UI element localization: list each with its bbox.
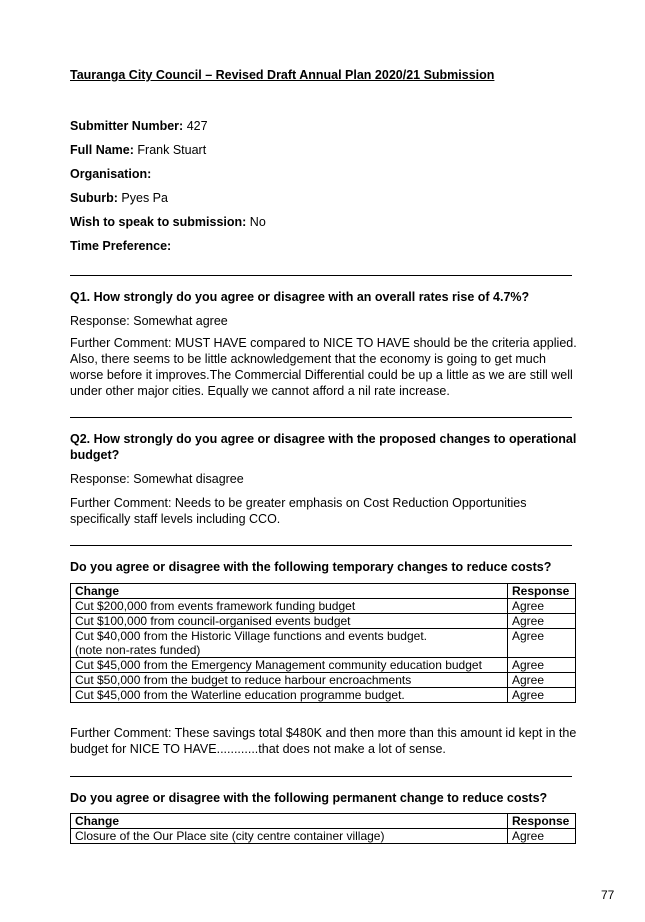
column-header-response: Response [508, 584, 576, 599]
full-name-field [70, 143, 206, 157]
column-header-change: Change [71, 814, 508, 829]
change-cell [71, 629, 508, 658]
speak-value: No [249, 215, 266, 229]
section-divider [70, 275, 572, 276]
q2-response: Response: Somewhat disagree [70, 472, 244, 486]
column-header-change: Change [71, 584, 508, 599]
temporary-changes-table [70, 583, 576, 703]
table-header-row [71, 814, 576, 829]
speak-label: Wish to speak to submission: [70, 215, 247, 229]
table-row [71, 658, 576, 673]
temporary-comment: Further Comment: These savings total $480K and then more than this amount id kept in the budget for NICE TO HAVE............that does not make a lot of sense. [70, 726, 577, 756]
column-header-response: Response [508, 814, 576, 829]
response-cell: Agree [508, 599, 576, 614]
table-row [71, 614, 576, 629]
change-cell: Cut $45,000 from the Emergency Management community education budget [71, 658, 508, 673]
full-name-value: Frank Stuart [137, 143, 207, 157]
response-cell: Agree [508, 614, 576, 629]
table-row [71, 688, 576, 703]
change-text: Cut $40,000 from the Historic Village functions and events budget. [75, 629, 427, 643]
section-divider [70, 776, 572, 777]
table-row [71, 629, 576, 658]
organisation-label: Organisation: [70, 167, 152, 181]
submitter-number-label: Submitter Number: [70, 119, 184, 133]
q2-comment: Further Comment: Needs to be greater emphasis on Cost Reduction Opportunities specifically staff levels including CCO. [70, 496, 527, 526]
response-cell: Agree [508, 688, 576, 703]
change-cell: Cut $45,000 from the Waterline education programme budget. [71, 688, 508, 703]
table-row [71, 599, 576, 614]
response-cell: Agree [508, 829, 576, 844]
suburb-label: Suburb: [70, 191, 118, 205]
response-cell: Agree [508, 658, 576, 673]
q1-response: Response: Somewhat agree [70, 314, 228, 328]
change-cell: Closure of the Our Place site (city centre container village) [71, 829, 508, 844]
suburb-field [70, 191, 168, 205]
change-cell: Cut $200,000 from events framework funding budget [71, 599, 508, 614]
speak-field [70, 215, 266, 229]
suburb-value: Pyes Pa [121, 191, 168, 205]
q2-question: Q2. How strongly do you agree or disagree with the proposed changes to operational budget? [70, 432, 577, 462]
permanent-question: Do you agree or disagree with the following permanent change to reduce costs? [70, 791, 548, 805]
full-name-label: Full Name: [70, 143, 134, 157]
section-divider [70, 545, 572, 546]
q1-comment: Further Comment: MUST HAVE compared to NICE TO HAVE should be the criteria applied. Also, there seems to be little acknowledgement that the economy is going to get much worse before it improves.The Commercial Differential could be up a little as we are still well under other major cities. Equally we cannot afford a nil rate increase. [70, 336, 577, 398]
response-cell: Agree [508, 673, 576, 688]
section-divider [70, 417, 572, 418]
table-row [71, 829, 576, 844]
organisation-field [70, 167, 151, 181]
change-cell: Cut $50,000 from the budget to reduce harbour encroachments [71, 673, 508, 688]
change-note: (note non-rates funded) [75, 643, 201, 657]
response-cell: Agree [508, 629, 576, 658]
submitter-number-field [70, 119, 208, 133]
submitter-number-value: 427 [186, 119, 208, 133]
table-header-row [71, 584, 576, 599]
time-preference-label: Time Preference: [70, 239, 172, 253]
time-preference-field [70, 239, 171, 253]
permanent-changes-table [70, 813, 576, 844]
page-number: 77 [601, 888, 615, 902]
change-cell: Cut $100,000 from council-organised events budget [71, 614, 508, 629]
q1-question: Q1. How strongly do you agree or disagree with an overall rates rise of 4.7%? [70, 290, 530, 304]
document-title: Tauranga City Council – Revised Draft Annual Plan 2020/21 Submission [70, 68, 495, 82]
table-row [71, 673, 576, 688]
temporary-question: Do you agree or disagree with the following temporary changes to reduce costs? [70, 560, 552, 574]
